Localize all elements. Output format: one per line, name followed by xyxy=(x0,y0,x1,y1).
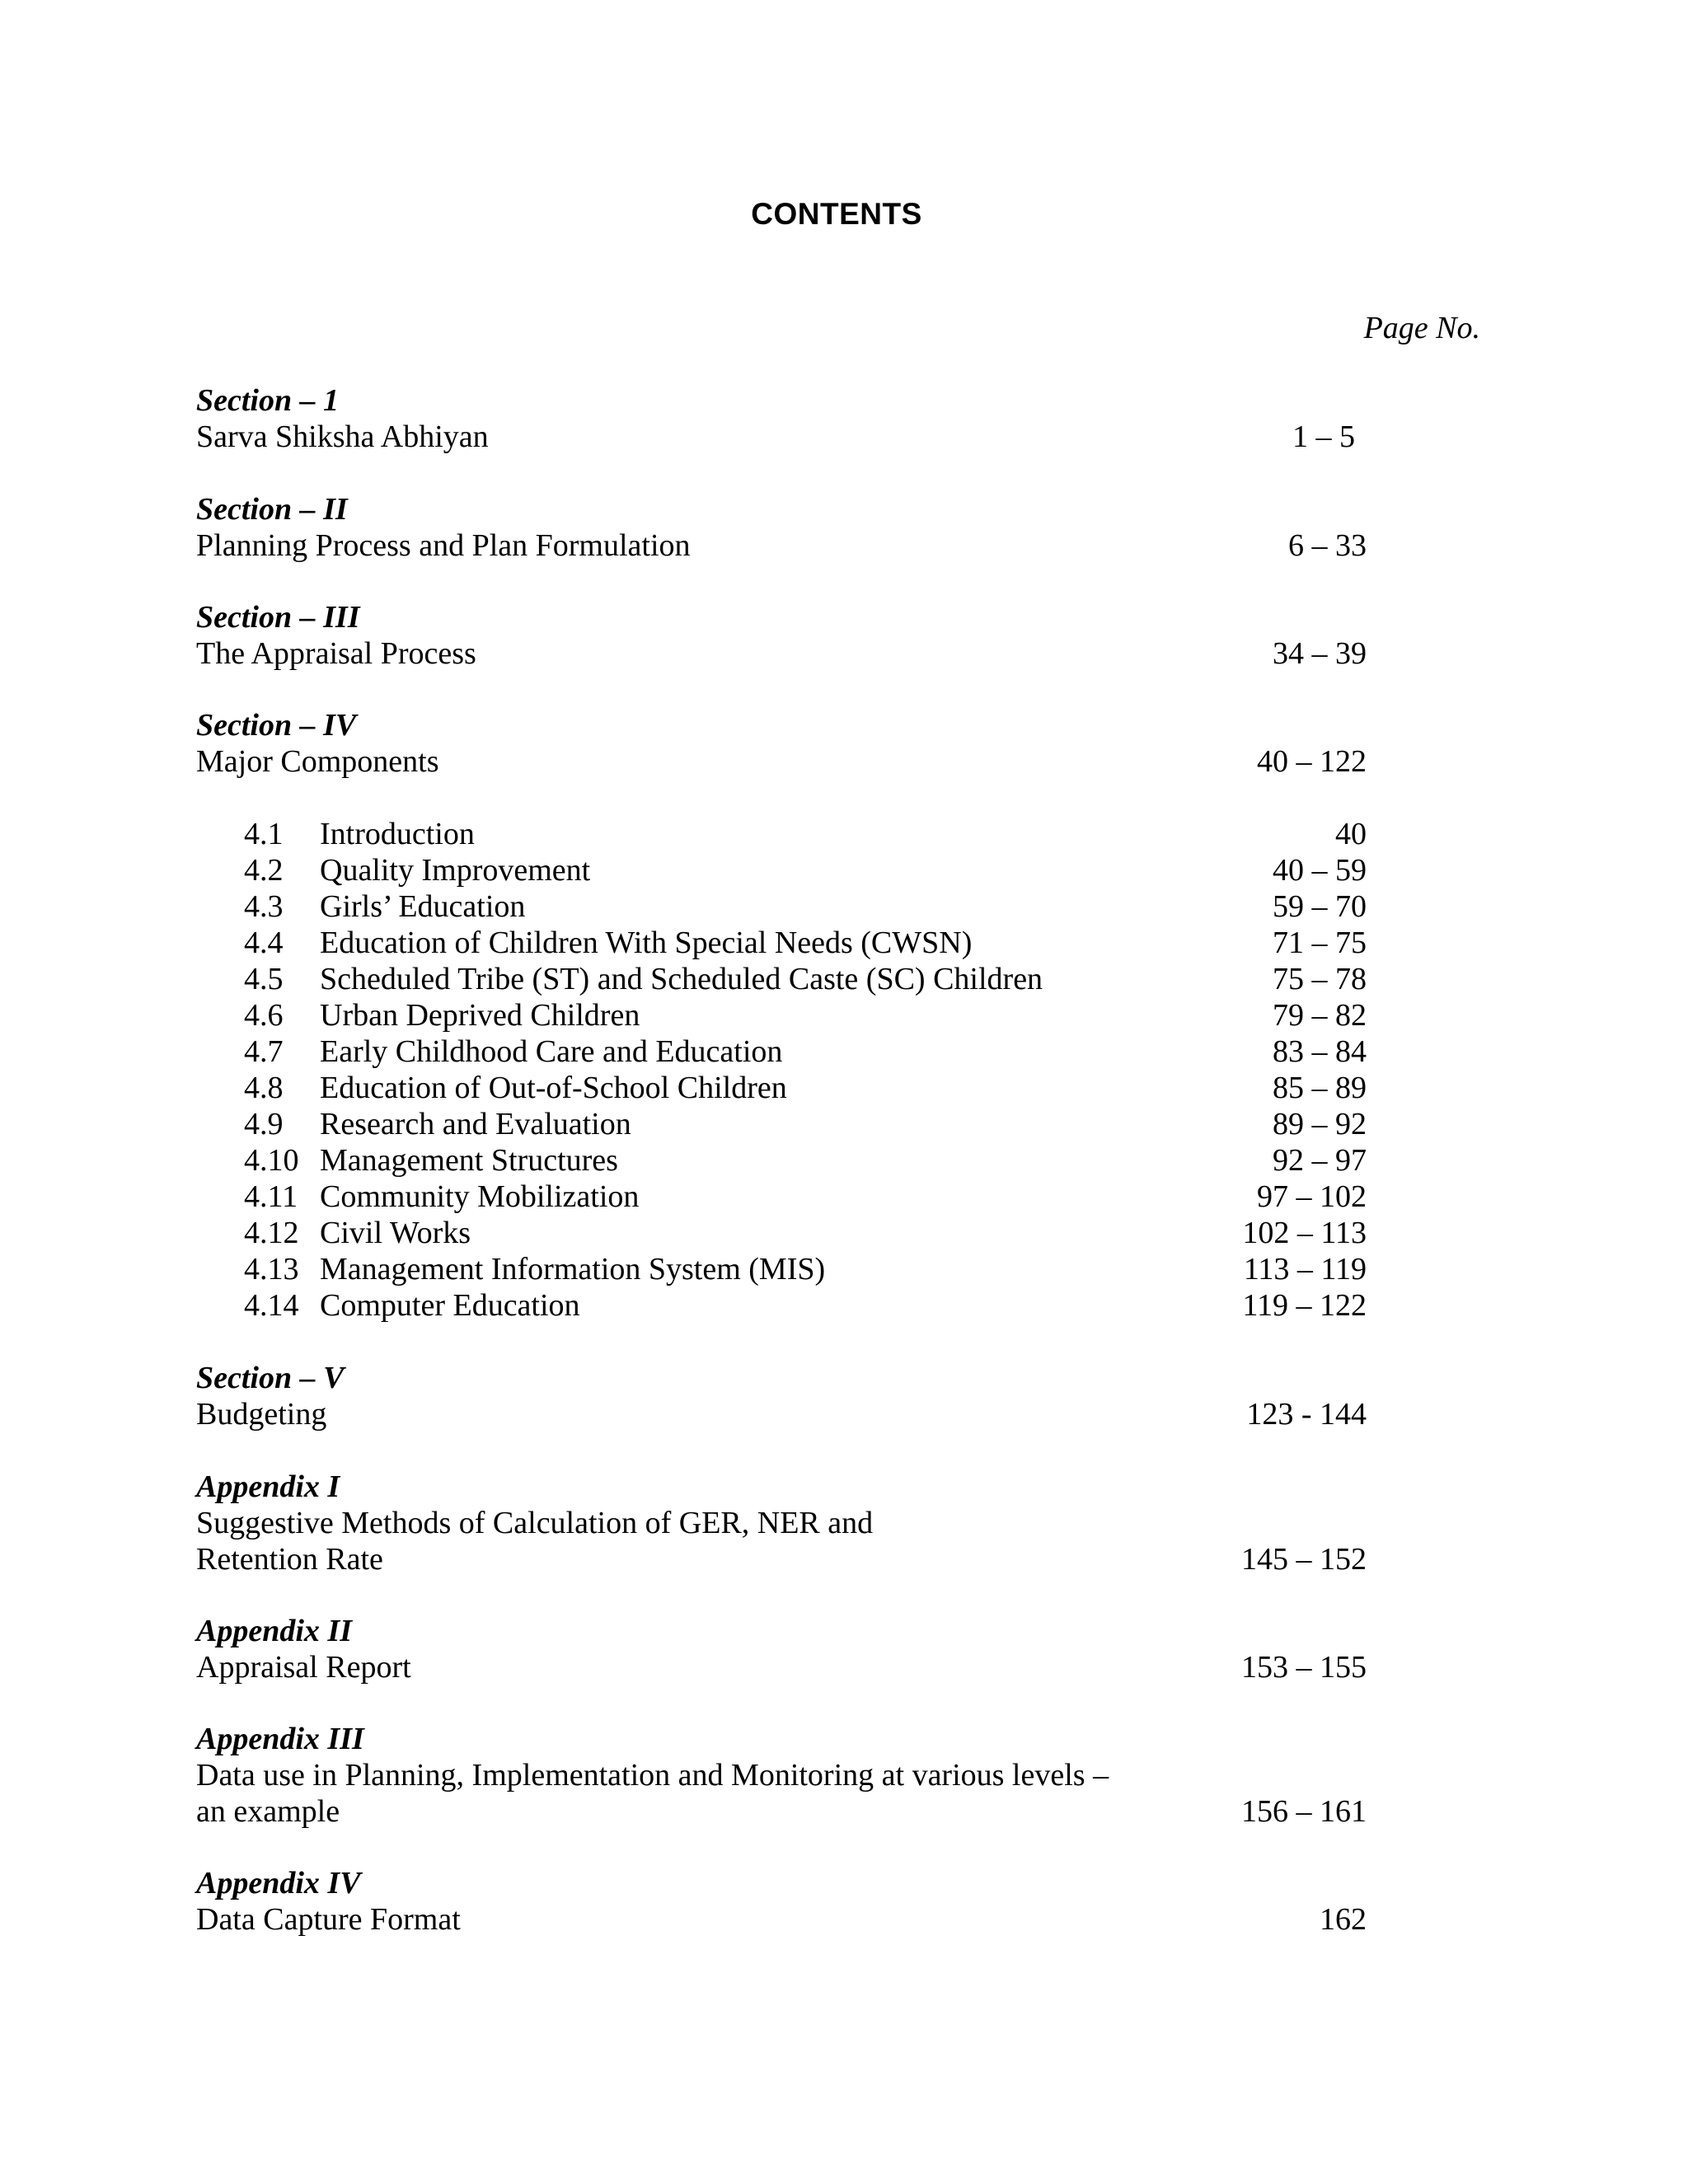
toc-entry[interactable] xyxy=(196,527,1367,564)
subsection-title: Civil Works xyxy=(320,1216,471,1250)
subsection-pages: 75 – 78 xyxy=(1273,962,1367,996)
subsection-number: 4.5 xyxy=(244,962,284,996)
subsection-entry[interactable] xyxy=(244,816,1367,852)
toc-entry[interactable] xyxy=(196,743,1367,780)
toc-entry-line[interactable] xyxy=(196,1757,1367,1793)
page-title: CONTENTS xyxy=(751,197,922,231)
subsection-pages: 97 – 102 xyxy=(1257,1179,1367,1214)
subsection-number: 4.10 xyxy=(244,1143,299,1178)
subsection-number: 4.8 xyxy=(244,1071,284,1105)
entry-title: Appraisal Report xyxy=(196,1650,411,1685)
entry-pages: 40 – 122 xyxy=(1257,744,1367,779)
subsection-pages: 79 – 82 xyxy=(1273,998,1367,1033)
subsection-title: Education of Children With Special Needs (CWSN) xyxy=(320,926,973,960)
subsection-title: Early Childhood Care and Education xyxy=(320,1034,783,1069)
entry-title: The Appraisal Process xyxy=(196,636,476,671)
subsection-number: 4.3 xyxy=(244,889,284,924)
toc-appendix-3 xyxy=(196,1721,1367,1830)
toc-entry[interactable] xyxy=(196,1901,1367,1938)
section-heading: Section – III xyxy=(196,600,360,635)
toc-entry[interactable] xyxy=(196,635,1367,672)
subsection-number: 4.12 xyxy=(244,1216,299,1250)
appendix-heading: Appendix IV xyxy=(196,1866,361,1900)
subsection-title: Community Mobilization xyxy=(320,1179,640,1214)
entry-pages: 156 – 161 xyxy=(1241,1794,1367,1829)
toc-entry[interactable] xyxy=(196,1541,1367,1577)
toc-section-5 xyxy=(196,1360,1367,1432)
subsection-pages: 102 – 113 xyxy=(1242,1216,1367,1250)
entry-pages: 153 – 155 xyxy=(1241,1650,1367,1685)
entry-title: Retention Rate xyxy=(196,1542,383,1577)
subsection-number: 4.6 xyxy=(244,998,284,1033)
subsection-number: 4.7 xyxy=(244,1034,284,1069)
appendix-heading: Appendix III xyxy=(196,1722,364,1756)
subsection-number: 4.1 xyxy=(244,817,284,851)
subsection-title: Urban Deprived Children xyxy=(320,998,640,1033)
entry-title: Planning Process and Plan Formulation xyxy=(196,528,691,563)
toc-appendix-2 xyxy=(196,1613,1367,1685)
entry-pages: 34 – 39 xyxy=(1273,636,1367,671)
entry-title: Data use in Planning, Implementation and Monitoring at various levels – xyxy=(196,1758,1109,1793)
subsection-entry[interactable] xyxy=(244,1142,1367,1179)
subsection-pages: 89 – 92 xyxy=(1273,1107,1367,1141)
toc-entry[interactable] xyxy=(196,1649,1367,1685)
subsection-number: 4.2 xyxy=(244,853,284,888)
subsection-entry[interactable] xyxy=(244,852,1367,888)
toc-appendix-4 xyxy=(196,1865,1367,1938)
appendix-heading: Appendix II xyxy=(196,1614,352,1648)
subsection-entry[interactable] xyxy=(244,1287,1367,1324)
subsection-entry[interactable] xyxy=(244,1070,1367,1106)
section-heading: Section – IV xyxy=(196,708,357,743)
subsection-entry[interactable] xyxy=(244,1033,1367,1070)
section-heading: Section – V xyxy=(196,1361,345,1395)
subsection-pages: 85 – 89 xyxy=(1273,1071,1367,1105)
entry-title: Suggestive Methods of Calculation of GER, NER and xyxy=(196,1506,874,1540)
entry-pages: 6 – 33 xyxy=(1288,528,1367,563)
subsection-title: Education of Out-of-School Children xyxy=(320,1071,787,1105)
entry-title: Major Components xyxy=(196,744,439,779)
appendix-heading: Appendix I xyxy=(196,1469,340,1504)
toc-entry[interactable] xyxy=(196,1793,1367,1830)
subsection-number: 4.14 xyxy=(244,1288,299,1323)
subsection-title: Girls’ Education xyxy=(320,889,526,924)
toc-section-4 xyxy=(196,707,1367,780)
entry-pages: 162 xyxy=(1320,1902,1367,1937)
subsection-number: 4.11 xyxy=(244,1179,298,1214)
section-heading: Section – 1 xyxy=(196,383,340,418)
subsection-entry[interactable] xyxy=(244,961,1367,997)
section-heading: Section – II xyxy=(196,492,348,527)
subsection-title: Introduction xyxy=(320,817,475,851)
toc-entry[interactable] xyxy=(196,1396,1367,1432)
subsection-entry[interactable] xyxy=(244,925,1367,961)
subsection-entry[interactable] xyxy=(244,888,1367,925)
subsection-number: 4.9 xyxy=(244,1107,284,1141)
entry-title: Data Capture Format xyxy=(196,1902,461,1937)
subsection-title: Research and Evaluation xyxy=(320,1107,631,1141)
subsection-pages: 119 – 122 xyxy=(1242,1288,1367,1323)
subsection-entry[interactable] xyxy=(244,1106,1367,1142)
subsection-pages: 59 – 70 xyxy=(1273,889,1367,924)
subsection-pages: 40 – 59 xyxy=(1273,853,1367,888)
subsection-entry[interactable] xyxy=(244,1215,1367,1251)
entry-pages: 145 – 152 xyxy=(1241,1542,1367,1577)
subsection-pages: 40 xyxy=(1335,817,1367,851)
subsection-title: Management Structures xyxy=(320,1143,618,1178)
subsection-entry[interactable] xyxy=(244,997,1367,1033)
subsection-list xyxy=(244,816,1367,1324)
toc-appendix-1 xyxy=(196,1469,1367,1577)
subsection-number: 4.13 xyxy=(244,1252,299,1286)
subsection-pages: 71 – 75 xyxy=(1273,926,1367,960)
subsection-pages: 92 – 97 xyxy=(1273,1143,1367,1178)
subsection-title: Computer Education xyxy=(320,1288,580,1323)
subsection-pages: 83 – 84 xyxy=(1273,1034,1367,1069)
entry-title: an example xyxy=(196,1794,340,1829)
entry-pages: 123 - 144 xyxy=(1246,1397,1367,1432)
entry-title: Sarva Shiksha Abhiyan xyxy=(196,419,489,454)
subsection-title: Scheduled Tribe (ST) and Scheduled Caste (SC) Children xyxy=(320,962,1043,996)
toc-section-1 xyxy=(196,382,1367,455)
subsection-pages: 113 – 119 xyxy=(1243,1252,1367,1286)
toc-entry[interactable] xyxy=(196,419,1367,455)
subsection-title: Quality Improvement xyxy=(320,853,591,888)
subsection-entry[interactable] xyxy=(244,1179,1367,1215)
entry-title: Budgeting xyxy=(196,1397,327,1432)
subsection-number: 4.4 xyxy=(244,926,284,960)
toc-section-2 xyxy=(196,491,1367,564)
subsection-title: Management Information System (MIS) xyxy=(320,1252,826,1286)
toc-section-3 xyxy=(196,599,1367,672)
subsection-entry[interactable] xyxy=(244,1251,1367,1287)
page-no-heading: Page No. xyxy=(1363,311,1480,345)
entry-pages: 1 – 5 xyxy=(1292,419,1355,454)
toc-entry-line[interactable] xyxy=(196,1505,1367,1541)
